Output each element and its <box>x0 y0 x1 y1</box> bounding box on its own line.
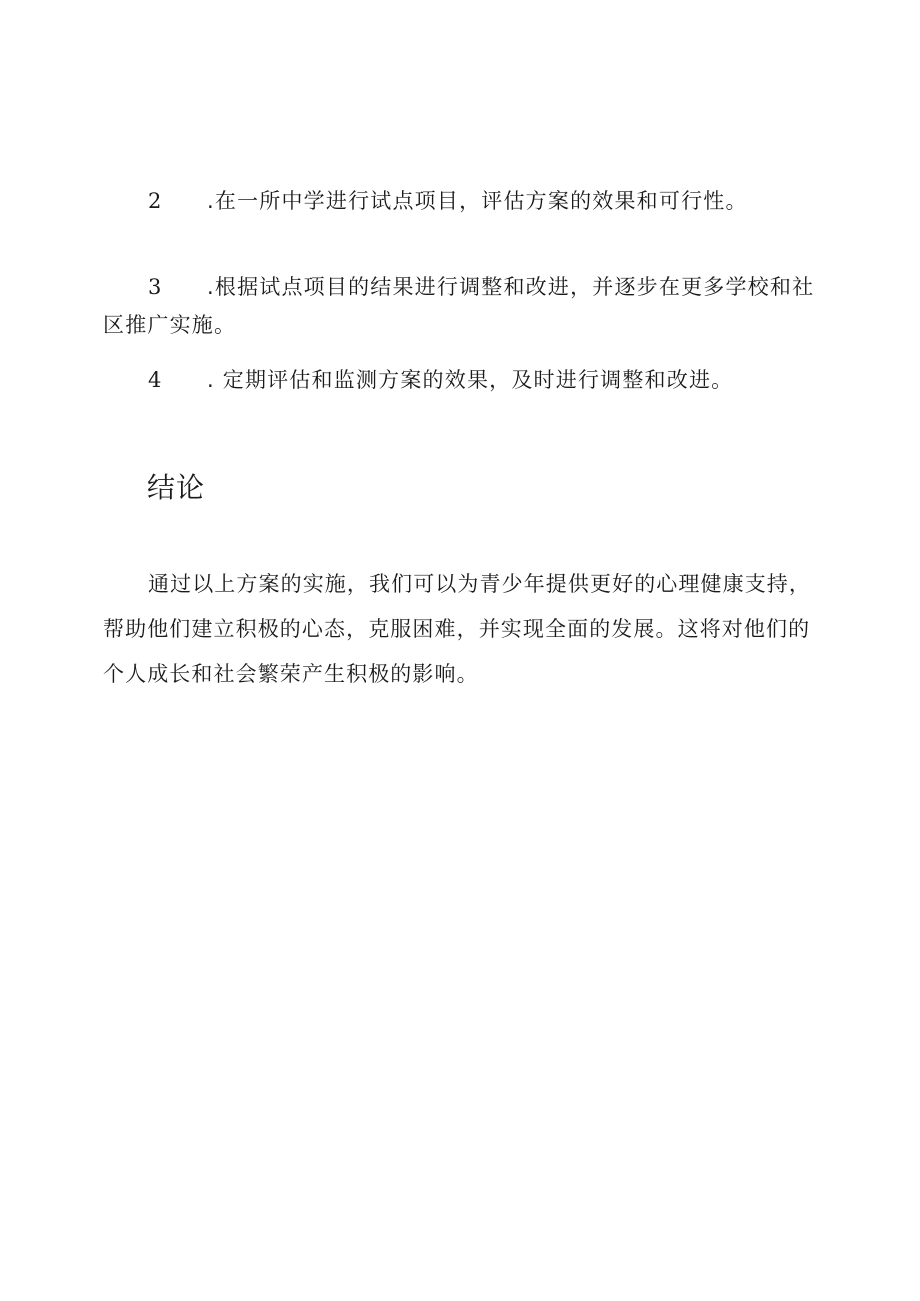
list-item <box>103 182 823 220</box>
list-item-number: 4 <box>148 368 162 392</box>
list-item-text: .在一所中学进行试点项目，评估方案的效果和可行性。 <box>207 189 748 213</box>
list-item-number: 3 <box>148 275 162 299</box>
list-item-text: .根据试点项目的结果进行调整和改进，并逐步在更多学校和社区推广实施。 <box>103 275 815 337</box>
conclusion-paragraph: 通过以上方案的实施，我们可以为青少年提供更好的心理健康支持，帮助他们建立积极的心态，克服困难，并实现全面的发展。这将对他们的个人成长和社会繁荣产生积极的影响。 <box>103 572 811 686</box>
list-item-number: 2 <box>148 189 162 213</box>
list-item-text: . 定期评估和监测方案的效果，及时进行调整和改进。 <box>207 368 734 392</box>
conclusion-heading: 结论 <box>147 471 206 504</box>
list-item <box>103 268 823 344</box>
list-item <box>103 361 823 399</box>
